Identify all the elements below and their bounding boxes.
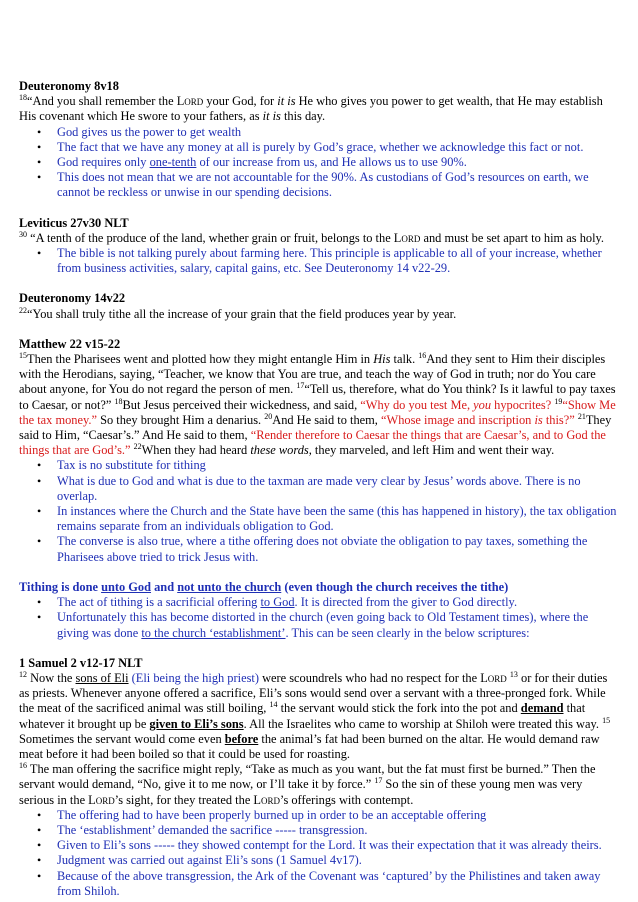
section-heading: Deuteronomy 14v22 [19, 291, 126, 306]
scripture-text: $^{18}$“And you shall remember the Lord your God, for it is He who gives you power to get wealth, that He may establish His covenant which He swore to your fathers, as it is this day. [19, 93, 603, 124]
scripture-text: $^{30}$ “A tenth of the produce of the land, whether grain or fruit, belongs to the Lord and must be set apart to him as holy. [19, 229, 605, 245]
list-item: • The bible is not talking purely about farming here. This principle is applicable to all of your increase, whether from business activities, salary, capital gains, etc. See Deuteronomy 14 v22-29. [57, 246, 620, 276]
section-tithing [19, 580, 620, 641]
section-deuteronomy-8 [19, 79, 620, 201]
list-item: • The offering had to have been properly burned up in order to be an acceptable offering [57, 808, 620, 823]
section-1-samuel-2 [19, 656, 620, 899]
section-heading: Deuteronomy 8v18 [19, 79, 119, 93]
list-item: • What is due to God and what is due to the taxman are made very clear by Jesus’ words above. There is no overlap. [57, 474, 620, 504]
bullet-list [19, 458, 620, 564]
list-item: • This does not mean that we are not accountable for the 90%. As custodians of God’s resources on earth, we cannot be reckless or unwise in our spending decisions. [57, 170, 620, 200]
list-item: • The converse is also true, where a tithe offering does not obviate the obligation to pay taxes, something the Pharisees above tried to trick Jesus with. [57, 534, 620, 564]
section-heading: 1 Samuel 2 v12-17 NLT [19, 655, 143, 670]
list-item: • The fact that we have any money at all is purely by God’s grace, whether we acknowledge this fact or not. [57, 140, 620, 155]
section-heading: Matthew 22 v15-22 [19, 336, 121, 351]
verse-number: 30 [19, 229, 27, 239]
list-item: • In instances where the Church and the State have been the same (this has happened in history), the tax obligation remains separate from an individuals obligation to God. [57, 504, 620, 534]
bullet-list [19, 808, 620, 899]
list-item: • Given to Eli’s sons ----- they showed contempt for the Lord. It was their expectation that it was already theirs. [57, 838, 620, 853]
section-leviticus-27 [19, 216, 620, 277]
section-deuteronomy-14 [19, 291, 620, 321]
bullet-list [19, 595, 620, 641]
scripture-text: $^{15}$Then the Pharisees went and plotted how they might entangle Him in His talk. $^{16}$And they sent to Him their disciples with the Herodians, saying, “Teacher, we know that You are true, and teach the way of God in truth; nor do You care about anyone, for You do not regard the person of men. $^{17}$“Tell us, therefore, what do You think? Is it lawful to pay taxes to Caesar, or not?” $^{18}$But Jesus perceived their wickedness, and said, “Why do you test Me, you hypocrites? $^{19}$“Show Me the tax money.” So they brought Him a denarius. $^{20}$And He said to them, “Whose image and inscription is this?” $^{21}$They said to Him, “Caesar’s.” And He said to them, “Render therefore to Caesar the things that are Caesar’s, and to God the things that are God’s.” $^{22}$When they had heard these words, they marveled, and left Him and went their way. [19, 350, 616, 458]
scripture-text: $^{12}$ Now the sons of Eli (Eli being the high priest) were scoundrels who had no respect for the Lord $^{13}$ or for their duties as priests. Whenever anyone offered a sacrifice, Eli’s sons would send over a servant with a three-pronged fork. While the meat of the sacrificed animal was still boiling, $^{14}$ the servant would stick the fork into the pot and demand that whatever it brought up be given to Eli’s sons. All the Israelites who came to worship at Shiloh were treated this way. $^{15}$ Sometimes the servant would come even before the animal’s fat had been burned on the altar. He would demand raw meat before it had been boiled so that it could be used for roasting. $^{16}$ The man offering the sacrifice might reply, “Take as much as you want, but the fat must first be burned.” Then the servant would demand, “No, give it to me now, or I’ll take it by force.” $^{17}$ So the sin of these young men was very serious in the Lord’s sight, for they treated the Lord’s offerings with contempt. [19, 669, 611, 807]
list-item: • The act of tithing is a sacrificial offering to God. It is directed from the giver to God directly. [57, 595, 620, 610]
bullet-list [19, 125, 620, 201]
list-item: • Judgment was carried out against Eli’s sons (1 Samuel 4v17). [57, 853, 620, 868]
verse-number: 18 [19, 93, 27, 103]
document-page [19, 79, 620, 899]
list-item: • God gives us the power to get wealth [57, 125, 620, 140]
list-item: • Tax is no substitute for tithing [57, 458, 620, 473]
scripture-text: $^{22}$“You shall truly tithe all the increase of your grain that the field produces year by year. [19, 305, 457, 321]
section-matthew-22 [19, 337, 620, 565]
list-item: • God requires only one-tenth of our increase from us, and He allows us to use 90%. [57, 155, 620, 170]
section-heading: Leviticus 27v30 NLT [19, 215, 129, 230]
section-heading: Tithing is done unto God and not unto the church (even though the church receives the tithe) [19, 579, 509, 594]
list-item: • Because of the above transgression, the Ark of the Covenant was ‘captured’ by the Philistines and taken away from Shiloh. [57, 869, 620, 899]
verse-number: 22 [19, 305, 27, 315]
list-item: • Unfortunately this has become distorted in the church (even going back to Old Testament times), where the giving was done to the church ‘establishment’. This can be seen clearly in the below scriptures: [57, 610, 620, 640]
list-item: • The ‘establishment’ demanded the sacrifice ----- transgression. [57, 823, 620, 838]
bullet-list [19, 246, 620, 276]
